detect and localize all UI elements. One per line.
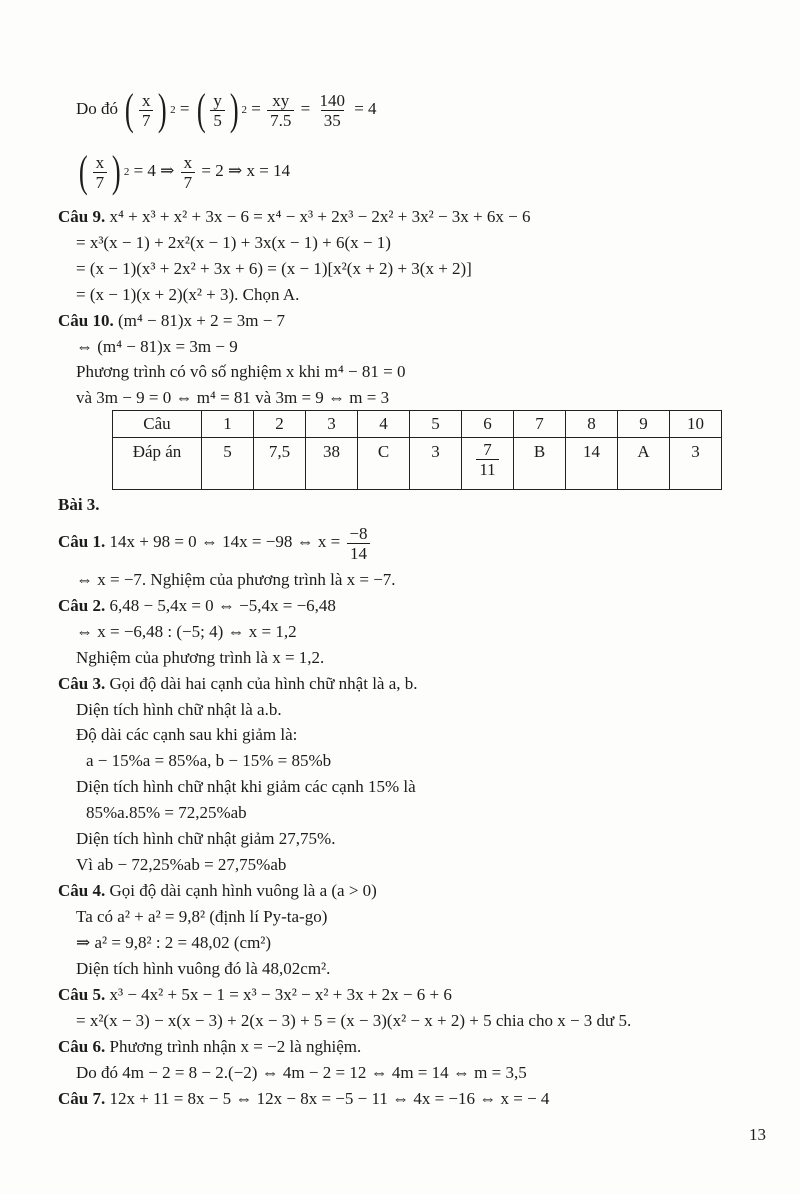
cau10-line-3: Phương trình có vô số nghiệm x khi m⁴ − 81 = 0	[76, 362, 406, 381]
paren-x-7: ( $\frac{x}{7}$ ) 2	[125, 85, 176, 135]
text-do-do: Do đó	[76, 99, 119, 118]
c3-line-6: 85%a.85% = 72,25%ab	[86, 803, 247, 822]
c4-line-2: Ta có a² + a² = 9,8² (định lí Py-ta-go)	[76, 907, 328, 926]
cau9-label: Câu 9.	[58, 207, 106, 226]
table-cell: C	[358, 438, 410, 490]
table-answer-row	[113, 438, 722, 490]
table-cell-fraction: $\frac{7}{11}$	[462, 438, 514, 490]
frac-x-7: $\frac{x}{7}$	[181, 153, 196, 192]
c5-line-2: = x²(x − 3) − x(x − 3) + 2(x − 3) + 5 = (x − 3)(x² − x + 2) + 5 chia cho x − 3 dư 5.	[76, 1011, 632, 1030]
c4-line-4: Diện tích hình vuông đó là 48,02cm².	[76, 959, 331, 978]
table-header-label: Câu	[113, 411, 202, 438]
cau9-line-1: Câu 9. x⁴ + x³ + x² + 3x − 6 = x⁴ − x³ + 2x³ − 2x² + 3x² − 3x + 6x − 6	[58, 207, 531, 226]
c3-line-3: Độ dài các cạnh sau khi giảm là:	[76, 725, 298, 744]
paren-y-5: ( $\frac{y}{5}$ ) 2	[196, 85, 247, 135]
c4-line-1: Câu 4. Gọi độ dài cạnh hình vuông là a (a > 0)	[58, 881, 377, 900]
intro-line-2: ( $\frac{x}{7}$ ) 2 = 4 ⇒ $\frac{x}{7}$ = 2 ⇒ x = 14	[76, 146, 290, 196]
table-cell: 3	[306, 411, 358, 438]
paren-x-7-b: ( $\frac{x}{7}$ ) 2	[78, 147, 130, 197]
c6-line-2: Do đó 4m − 2 = 8 − 2.(−2) ⇔ 4m − 2 = 12 ⇔ 4m = 14 ⇔ m = 3,5	[76, 1063, 527, 1082]
c4-label: Câu 4.	[58, 881, 106, 900]
table-answer-label: Đáp án	[113, 438, 202, 490]
c1-label: Câu 1.	[58, 532, 106, 551]
table-cell: 7	[514, 411, 566, 438]
c5-label: Câu 5.	[58, 985, 106, 1004]
bai3-heading: Bài 3.	[58, 495, 100, 514]
c2-line-2: ⇔ x = −6,48 : (−5; 4) ⇔ x = 1,2	[76, 622, 297, 641]
c3-line-1: Câu 3. Gọi độ dài hai cạnh của hình chữ nhật là a, b.	[58, 674, 418, 693]
c3-line-8: Vì ab − 72,25%ab = 27,75%ab	[76, 855, 287, 874]
cau10-line-4: và 3m − 9 = 0 ⇔ m⁴ = 81 và 3m = 9 ⇔ m = 3	[76, 388, 390, 407]
table-cell: 1	[202, 411, 254, 438]
c4-line-3: ⇒ a² = 9,8² : 2 = 48,02 (cm²)	[76, 933, 272, 952]
table-header-row	[113, 411, 722, 438]
c6-line-1: Câu 6. Phương trình nhận x = −2 là nghiệm.	[58, 1037, 362, 1056]
c3-line-2: Diện tích hình chữ nhật là a.b.	[76, 700, 282, 719]
table-cell: 7,5	[254, 438, 306, 490]
table-cell: 14	[566, 438, 618, 490]
frac-neg8-14: $\frac{-8}{14}$	[346, 524, 370, 563]
c2-label: Câu 2.	[58, 596, 106, 615]
table-cell: 10	[670, 411, 722, 438]
answer-table	[112, 410, 722, 490]
table-cell: 9	[618, 411, 670, 438]
c3-line-5: Diện tích hình chữ nhật khi giảm các cạnh 15% là	[76, 777, 416, 796]
table-cell: 2	[254, 411, 306, 438]
c1-line-2: ⇔ x = −7. Nghiệm của phương trình là x = −7.	[76, 570, 396, 589]
table-cell: 3	[670, 438, 722, 490]
c2-line-3: Nghiệm của phương trình là x = 1,2.	[76, 648, 325, 667]
c3-label: Câu 3.	[58, 674, 106, 693]
table-cell: 8	[566, 411, 618, 438]
c6-label: Câu 6.	[58, 1037, 106, 1056]
c7-line-1: Câu 7. 12x + 11 = 8x − 5 ⇔ 12x − 8x = −5 − 11 ⇔ 4x = −16 ⇔ x = − 4	[58, 1089, 550, 1108]
page-number: 13	[749, 1125, 766, 1144]
c7-label: Câu 7.	[58, 1089, 106, 1108]
cau9-line-2: = x³(x − 1) + 2x²(x − 1) + 3x(x − 1) + 6(x − 1)	[76, 233, 391, 252]
table-cell: 5	[202, 438, 254, 490]
cau10-label: Câu 10.	[58, 311, 114, 330]
c3-line-7: Diện tích hình chữ nhật giảm 27,75%.	[76, 829, 336, 848]
cau9-line-3: = (x − 1)(x³ + 2x² + 3x + 6) = (x − 1)[x²(x + 2) + 3(x + 2)]	[76, 259, 472, 278]
table-cell: B	[514, 438, 566, 490]
c1-line-1: Câu 1. 14x + 98 = 0 ⇔ 14x = −98 ⇔ x = $\frac{-8}{14}$	[58, 520, 373, 564]
cau9-line-4: = (x − 1)(x + 2)(x² + 3). Chọn A.	[76, 285, 300, 304]
table-cell: 5	[410, 411, 462, 438]
cau10-line-1: Câu 10. (m⁴ − 81)x + 2 = 3m − 7	[58, 311, 286, 330]
frac-xy: $\frac{xy}{7.5}$	[267, 91, 294, 130]
table-cell: A	[618, 438, 670, 490]
c2-line-1: Câu 2. 6,48 − 5,4x = 0 ⇔ −5,4x = −6,48	[58, 596, 336, 615]
cau10-line-2: ⇔ (m⁴ − 81)x = 3m − 9	[76, 337, 238, 356]
frac-140-35: $\frac{140}{35}$	[319, 90, 345, 130]
c5-line-1: Câu 5. x³ − 4x² + 5x − 1 = x³ − 3x² − x² + 3x + 2x − 6 + 6	[58, 985, 452, 1004]
table-cell: 4	[358, 411, 410, 438]
intro-line-1: Do đó ( $\frac{x}{7}$ ) 2 = ( $\frac{y}{5}$ ) 2 = $\frac{xy}{7.5}$ = $\frac{140}{35}$ = 4	[76, 85, 377, 135]
table-cell: 6	[462, 411, 514, 438]
table-cell: 3	[410, 438, 462, 490]
table-cell: 38	[306, 438, 358, 490]
c3-line-4: a − 15%a = 85%a, b − 15% = 85%b	[86, 751, 332, 770]
